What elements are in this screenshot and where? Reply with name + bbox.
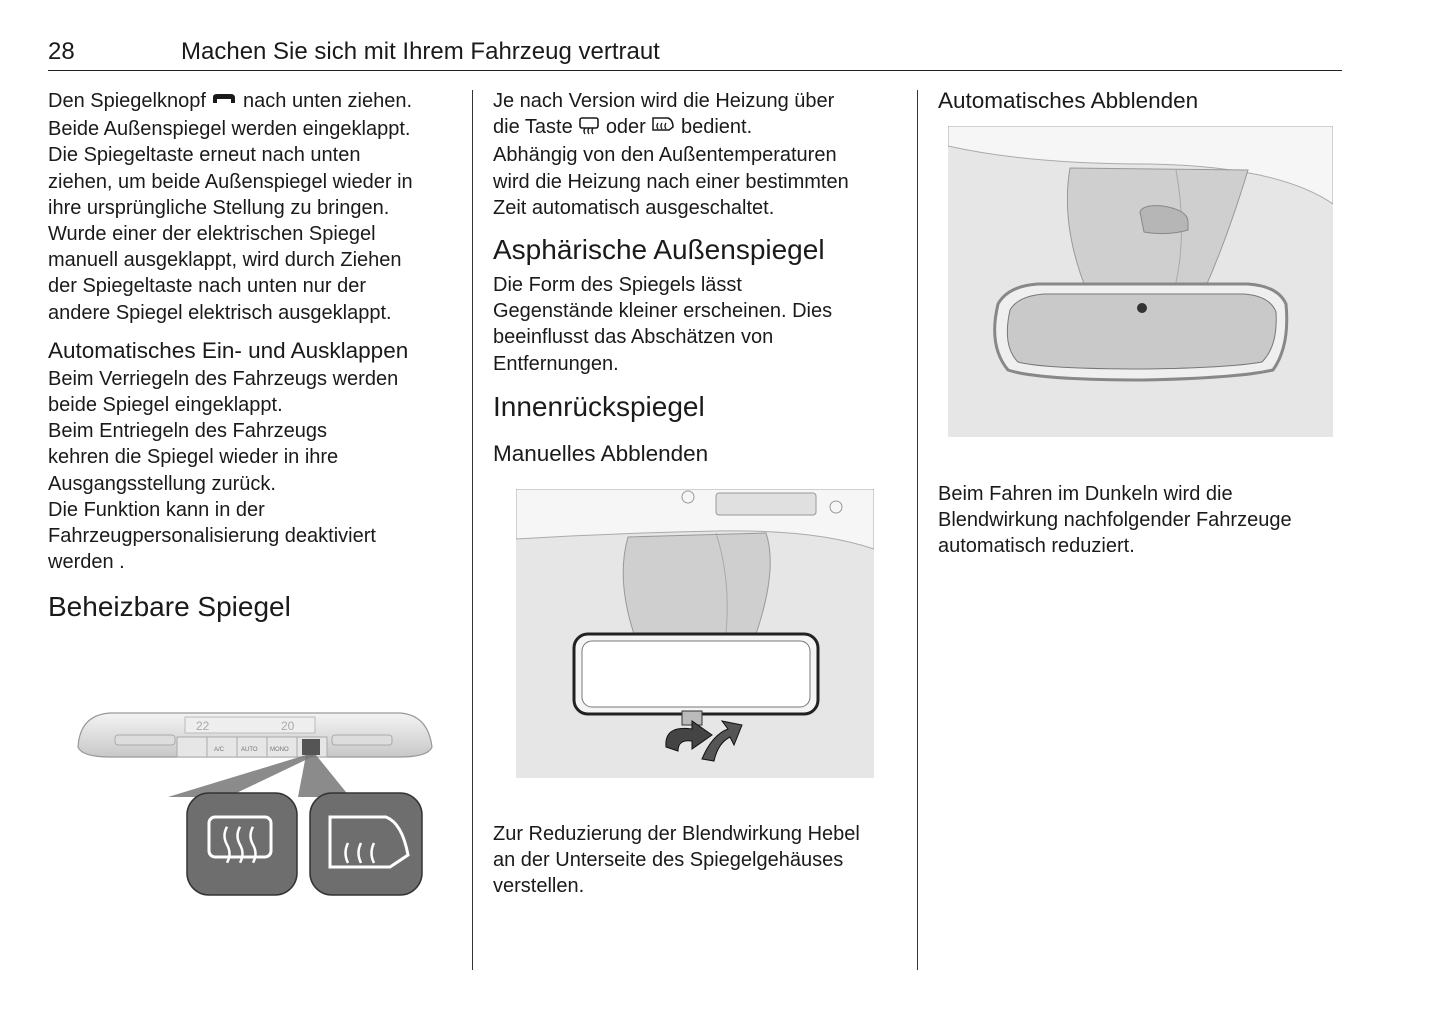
- heading-auto-dimming: Automatisches Abblenden: [938, 88, 1199, 113]
- climate-panel-illustration: [70, 705, 440, 905]
- manual-dimming-illustration: [516, 489, 874, 778]
- caption-manual-dimming: Zur Reduzierung der Blendwirkung Hebel an der Unterseite des Spiegelgehäuses verstellen.: [493, 823, 860, 898]
- heading-auto-fold: Automatisches Ein- und Ausklappen: [48, 337, 409, 363]
- column-divider: [917, 90, 918, 970]
- column-divider: [472, 90, 473, 970]
- page-number: 28: [48, 38, 75, 65]
- column-1: [48, 88, 458, 623]
- heading-heated-mirrors: Beheizbare Spiegel: [48, 591, 291, 623]
- running-title: Machen Sie sich mit Ihrem Fahrzeug vertraut: [181, 38, 660, 65]
- auto-dimming-illustration: [948, 126, 1333, 437]
- heading-inner-mirror: Innenrückspiegel: [493, 390, 705, 422]
- paragraph-heating: Je nach Version wird die Heizung über die Taste oder bedient. Abhängig von den Außentemperaturen wird die Heizung nach einer bestimmten Zeit automatisch ausgeschaltet.: [493, 90, 849, 219]
- rear-window-heat-icon: [578, 116, 600, 142]
- mirror-fold-button-icon: [211, 90, 237, 116]
- btn-auto-label: AUTO: [241, 747, 258, 753]
- column-2: [493, 88, 903, 467]
- mirror-heat-icon: [651, 116, 675, 142]
- paragraph-aspheric: Die Form des Spiegels lässt Gegenstände kleiner erscheinen. Dies beeinflusst das Abschätzen von Entfernungen.: [493, 274, 833, 375]
- paragraph-auto-fold: Beim Verriegeln des Fahrzeugs werden beide Spiegel eingeklappt. Beim Entriegeln des Fahrzeugs kehren die Spiegel wieder in ihre Ausgangsstellung zurück. Die Funktion kann in der Fahrzeugpersonalisierung deaktiviert werden .: [48, 367, 399, 574]
- rear-defrost-icon: [187, 793, 297, 895]
- heading-aspheric: Asphärische Außenspiegel: [493, 234, 825, 266]
- heading-manual-dimming: Manuelles Abblenden: [493, 440, 709, 466]
- btn-ac-label: A/C: [214, 747, 225, 753]
- column-3: [938, 88, 1343, 114]
- btn-mono-label: MONO: [270, 747, 289, 753]
- paragraph-fold: Den Spiegelknopf nach unten ziehen. Beide Außenspiegel werden eingeklappt. Die Spiegeltaste erneut nach unten ziehen, um beide Außenspiegel wieder in ihre ursprüngliche Stellung zu bringen. Wurde einer der elektrischen Spiegel manuell ausgeklappt, wird durch Ziehen der Spiegeltaste nach unten nur der andere Spiegel elektrisch ausgeklappt.: [48, 90, 413, 324]
- temp-left: 22: [196, 719, 210, 733]
- caption-auto-dimming: Beim Fahren im Dunkeln wird die Blendwirkung nachfolgender Fahrzeuge automatisch reduziert.: [938, 483, 1292, 558]
- page-header: [48, 38, 1342, 71]
- temp-right: 20: [281, 719, 295, 733]
